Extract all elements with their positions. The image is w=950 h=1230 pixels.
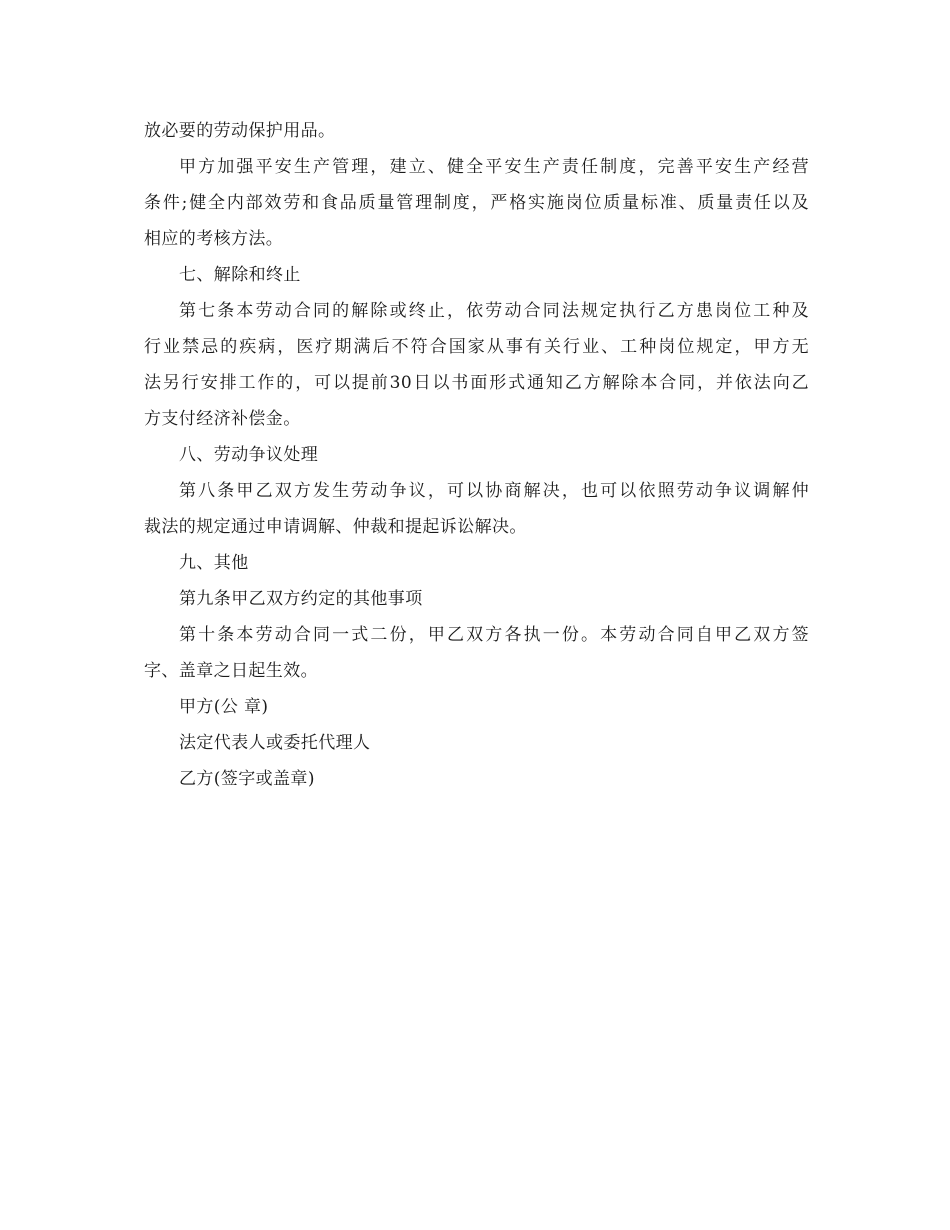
document-body bbox=[144, 113, 809, 797]
paragraph-article-9 bbox=[144, 581, 809, 617]
signature-party-a bbox=[144, 689, 809, 725]
text-line: 放必要的劳动保护用品。 bbox=[144, 121, 336, 141]
signature-party-b bbox=[144, 761, 809, 797]
text-line: 法定代表人或委托代理人 bbox=[179, 733, 371, 753]
text-line: 裁法的规定通过申请调解、仲裁和提起诉讼解决。 bbox=[144, 517, 527, 537]
text-line: 第八条甲乙双方发生劳动争议，可以协商解决，也可以依照劳动争议调解仲 bbox=[179, 481, 809, 501]
text-line: 法另行安排工作的，可以提前30日以书面形式通知乙方解除本合同，并依法向乙 bbox=[144, 373, 809, 393]
text-line: 条件;健全内部效劳和食品质量管理制度，严格实施岗位质量标准、质量责任以及 bbox=[144, 193, 809, 213]
text-line: 字、盖章之日起生效。 bbox=[144, 661, 318, 681]
text-line: 行业禁忌的疾病，医疗期满后不符合国家从事有关行业、工种岗位规定，甲方无 bbox=[144, 337, 809, 357]
text-line: 相应的考核方法。 bbox=[144, 229, 284, 249]
text-line: 七、解除和终止 bbox=[179, 265, 301, 285]
paragraph-article-7 bbox=[144, 293, 809, 437]
text-line: 八、劳动争议处理 bbox=[179, 445, 319, 465]
text-line: 甲方(公 章) bbox=[179, 697, 269, 717]
text-line: 乙方(签字或盖章) bbox=[179, 769, 315, 789]
text-line: 第十条本劳动合同一式二份，甲乙双方各执一份。本劳动合同自甲乙双方签 bbox=[179, 625, 809, 645]
text-line: 甲方加强平安生产管理，建立、健全平安生产责任制度，完善平安生产经营 bbox=[179, 157, 809, 177]
paragraph-article-10 bbox=[144, 617, 809, 689]
text-line: 第七条本劳动合同的解除或终止，依劳动合同法规定执行乙方患岗位工种及 bbox=[179, 301, 809, 321]
text-line: 方支付经济补偿金。 bbox=[144, 409, 301, 429]
signature-legal-representative bbox=[144, 725, 809, 761]
paragraph-protective-equipment bbox=[144, 113, 809, 149]
text-line: 九、其他 bbox=[179, 553, 249, 573]
text-line: 第九条甲乙双方约定的其他事项 bbox=[179, 589, 423, 609]
section-heading-termination bbox=[144, 257, 809, 293]
section-heading-disputes bbox=[144, 437, 809, 473]
section-heading-other bbox=[144, 545, 809, 581]
paragraph-article-8 bbox=[144, 473, 809, 545]
paragraph-safety-management bbox=[144, 149, 809, 257]
